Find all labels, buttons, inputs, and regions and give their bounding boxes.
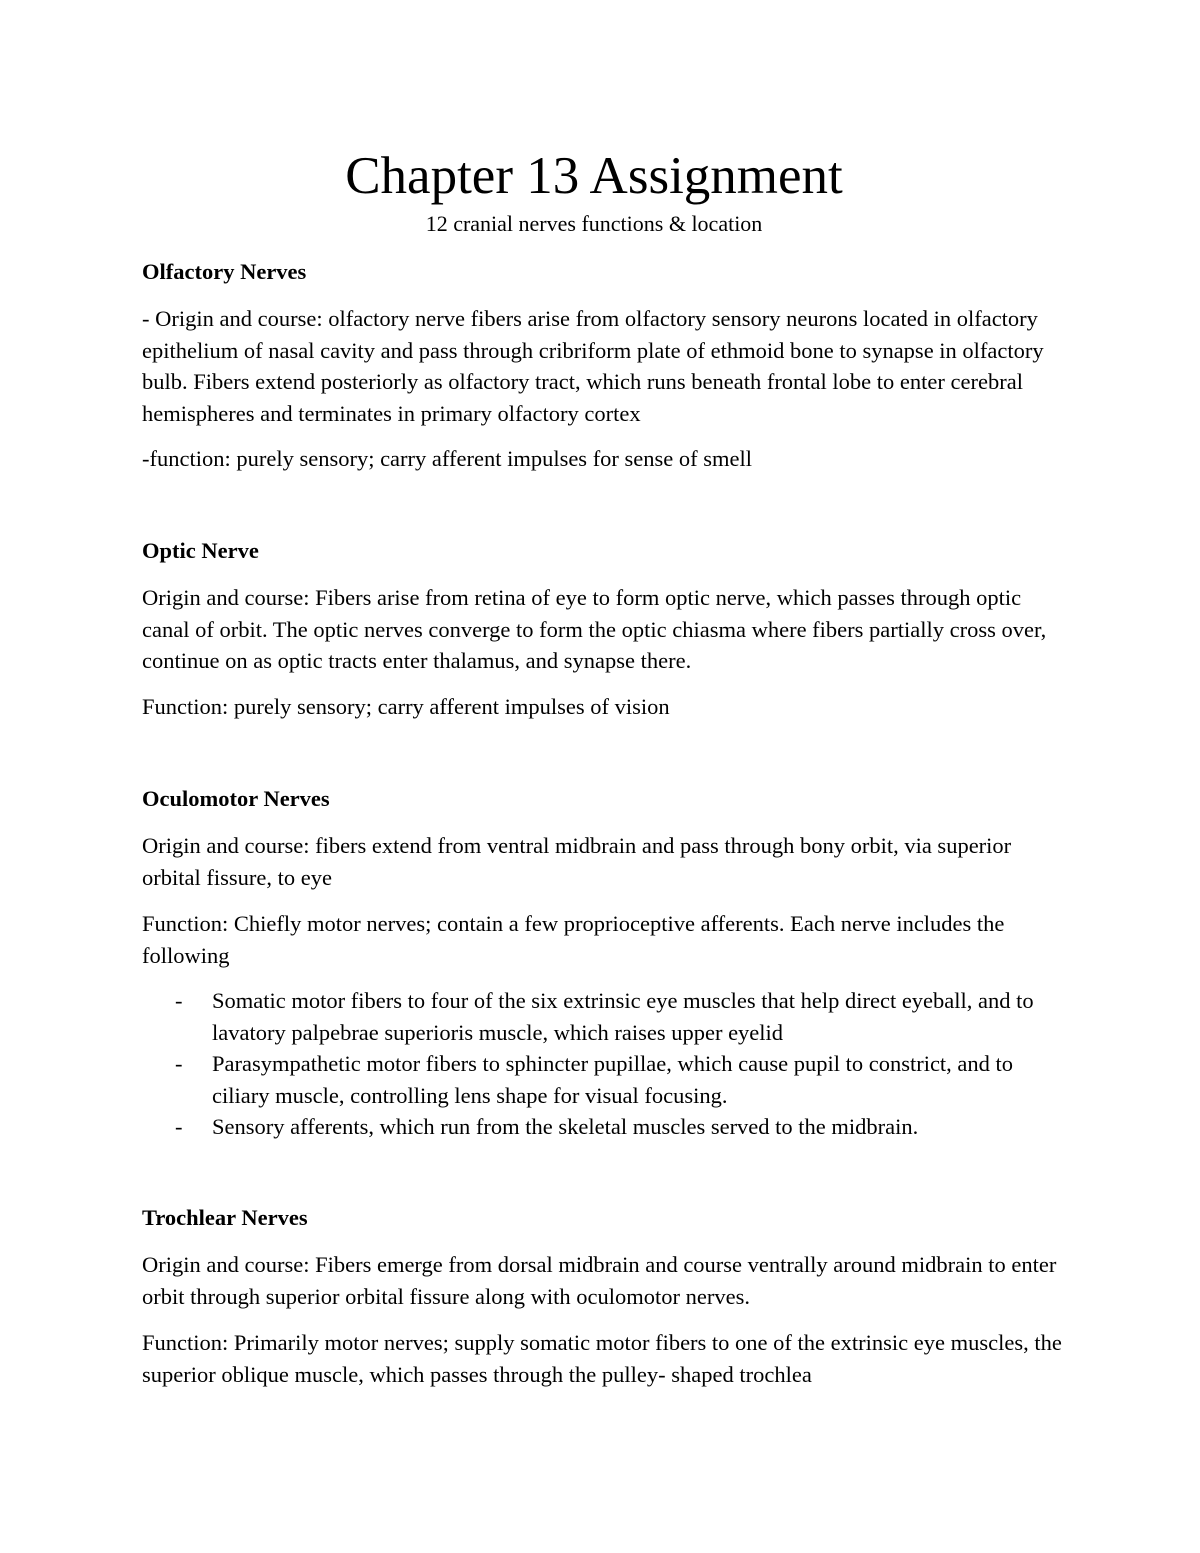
list-item: [142, 1048, 1067, 1111]
list-item: [142, 1111, 1067, 1143]
trochlear-function-paragraph: Function: Primarily motor nerves; supply somatic motor fibers to one of the extrinsic eye muscles, the superior oblique muscle, which passes through the pulley- shaped trochlea: [142, 1330, 1062, 1387]
list-item: [142, 985, 1067, 1048]
bullet-text: Parasympathetic motor fibers to sphincter pupillae, which cause pupil to constrict, and to ciliary muscle, controlling lens shape for visual focusing.: [212, 1051, 1014, 1108]
oculomotor-function-paragraph: Function: Chiefly motor nerves; contain a few proprioceptive afferents. Each nerve includes the following: [142, 911, 1005, 968]
optic-heading: Optic Nerve: [142, 538, 259, 563]
olfactory-origin-paragraph: - Origin and course: olfactory nerve fibers arise from olfactory sensory neurons located in olfactory epithelium of nasal cavity and pass through cribriform plate of ethmoid bone to synapse in olfactory bulb. Fibers extend posteriorly as olfactory tract, which runs beneath frontal lobe to enter cerebral hemispheres and terminates in primary olfactory cortex: [142, 306, 1044, 426]
bullet-dash: -: [175, 1114, 183, 1139]
olfactory-heading: Olfactory Nerves: [142, 259, 307, 284]
olfactory-function-paragraph: -function: purely sensory; carry afferent impulses for sense of smell: [142, 446, 753, 471]
bullet-text: Sensory afferents, which run from the skeletal muscles served to the midbrain.: [212, 1114, 919, 1139]
bullet-dash: -: [175, 1051, 183, 1076]
document-title: Chapter 13 Assignment: [345, 147, 843, 205]
optic-function-paragraph: Function: purely sensory; carry afferent impulses of vision: [142, 694, 670, 719]
trochlear-origin-paragraph: Origin and course: Fibers emerge from dorsal midbrain and course ventrally around midbrain to enter orbit through superior orbital fissure along with oculomotor nerves.: [142, 1252, 1057, 1309]
document-subtitle: 12 cranial nerves functions & location: [425, 211, 763, 236]
optic-origin-paragraph: Origin and course: Fibers arise from retina of eye to form optic nerve, which passes through optic canal of orbit. The optic nerves converge to form the optic chiasma where fibers partially cross over, continue on as optic tracts enter thalamus, and synapse there.: [142, 585, 1047, 673]
bullet-dash: -: [175, 988, 183, 1013]
bullet-text: Somatic motor fibers to four of the six extrinsic eye muscles that help direct eyeball, and to lavatory palpebrae superioris muscle, which raises upper eyelid: [212, 988, 1034, 1045]
oculomotor-origin-paragraph: Origin and course: fibers extend from ventral midbrain and pass through bony orbit, via superior orbital fissure, to eye: [142, 833, 1012, 890]
trochlear-heading: Trochlear Nerves: [142, 1205, 308, 1230]
oculomotor-heading: Oculomotor Nerves: [142, 786, 330, 811]
oculomotor-bullet-list: [142, 985, 1067, 1143]
